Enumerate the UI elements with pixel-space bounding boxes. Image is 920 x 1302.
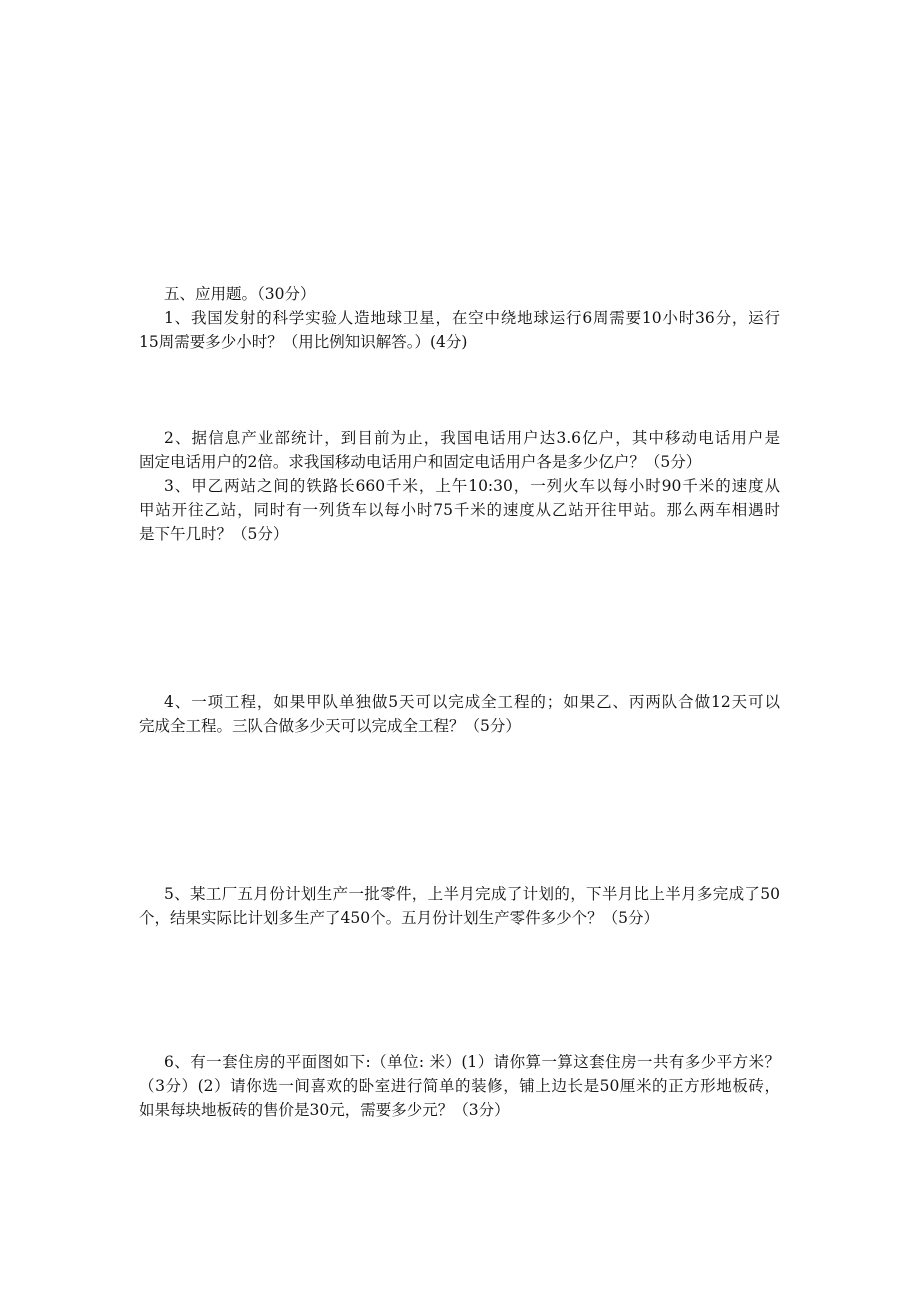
problem-text-line: 个，结果实际比计划多生产了450个。五月份计划生产零件多少个？（5分） (139, 909, 659, 927)
problem-text-line: 固定电话用户的2倍。求我国移动电话用户和固定电话用户各是多少亿户？（5分） (139, 453, 702, 471)
problem-text-line: 是下午几时？（5分） (139, 525, 289, 543)
problem-text-line: 5、某工厂五月份计划生产一批零件，上半月完成了计划的，下半月比上半月多完成了50 (164, 885, 780, 903)
problem-text-line: 2、据信息产业部统计，到目前为止，我国电话用户达3.6亿户，其中移动电话用户是 (164, 429, 780, 447)
problem-text-line: 完成全工程。三队合做多少天可以完成全工程？（5分） (139, 717, 521, 735)
problem-text-line: 1、我国发射的科学实验人造地球卫星，在空中绕地球运行6周需要10小时36分，运行 (164, 309, 780, 327)
problem-text-line: 4、一项工程，如果甲队单独做5天可以完成全工程的；如果乙、丙两队合做12天可以 (164, 693, 780, 711)
problem-text-line: 6、有一套住房的平面图如下:（单位: 米）(1）请你算一算这套住房一共有多少平方米？ (164, 1053, 780, 1071)
problem-text-line: 15周需要多少小时？（用比例知识解答。）(4分) (139, 333, 468, 351)
problem-text-line: 如果每块地板砖的售价是30元，需要多少元？（3分） (139, 1101, 510, 1119)
problem-text-line: 3、甲乙两站之间的铁路长660千米，上午10:30，一列火车以每小时90千米的速度从 (164, 477, 780, 495)
section-heading: 五、应用题。（30分） (164, 285, 316, 303)
problem-text-line: 甲站开往乙站，同时有一列货车以每小时75千米的速度从乙站开往甲站。那么两车相遇时 (139, 501, 780, 519)
problem-text-line: （3分）(2）请你选一间喜欢的卧室进行简单的装修，铺上边长是50厘米的正方形地板砖， (139, 1077, 780, 1095)
